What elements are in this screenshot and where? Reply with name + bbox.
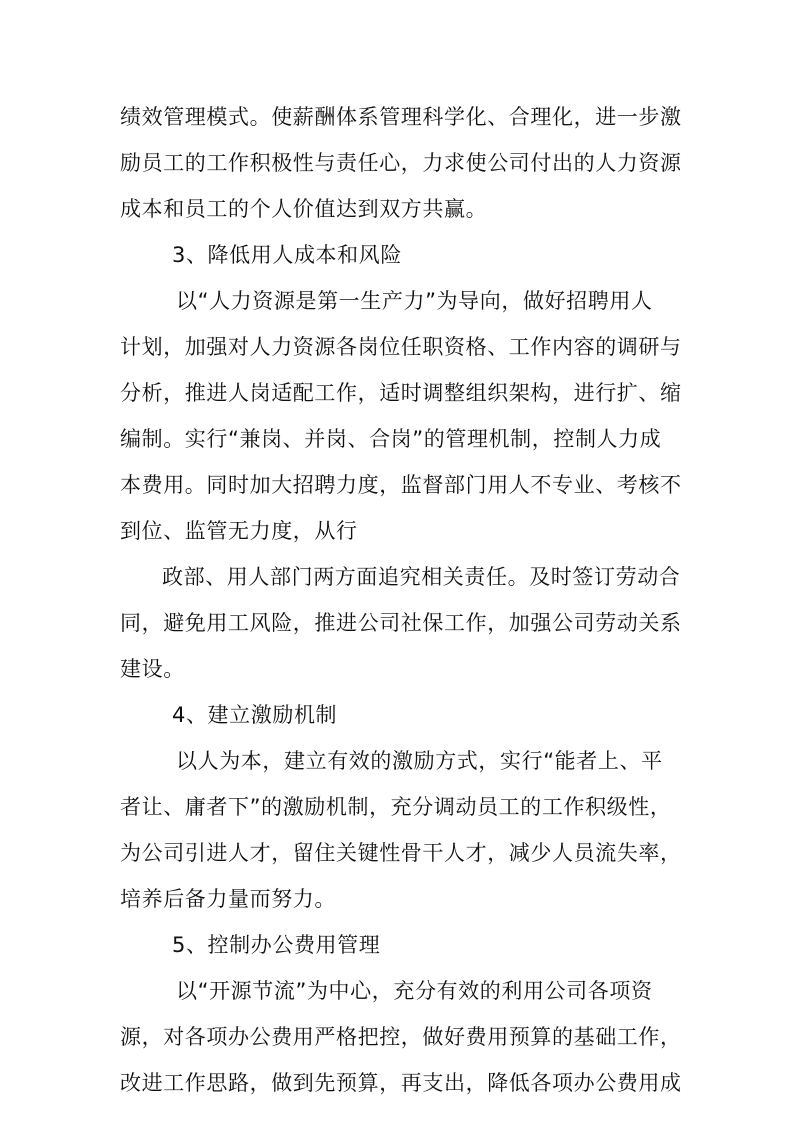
body-text-line: 以“人力资源是第一生产力”为导向，做好招聘用人 bbox=[176, 289, 653, 313]
section-heading: 5、控制办公费用管理 bbox=[172, 933, 381, 957]
body-text-line: 励员工的工作积极性与责任心，力求使公司付出的人力资源 bbox=[120, 151, 682, 175]
body-text-line: 分析，推进人岗适配工作，适时调整组织架构，进行扩、缩 bbox=[120, 381, 682, 405]
body-text-line: 者让、庸者下”的激励机制，充分调动员工的工作积级性， bbox=[120, 795, 672, 819]
body-text-line: 同，避免用工风险，推进公司社保工作，加强公司劳动关系 bbox=[120, 611, 682, 635]
body-text-line: 以人为本，建立有效的激励方式，实行“能者上、平 bbox=[176, 749, 663, 773]
body-text-line: 为公司引进人才，留住关键性骨干人才，减少人员流失率， bbox=[120, 841, 682, 865]
body-text-line: 改进工作思路，做到先预算，再支出，降低各项办公费用成 bbox=[120, 1071, 682, 1095]
body-text-line: 绩效管理模式。使薪酬体系管理科学化、合理化，进一步激 bbox=[120, 105, 682, 129]
body-text-line: 源，对各项办公费用严格把控，做好费用预算的基础工作， bbox=[120, 1025, 682, 1049]
body-text-line: 以“开源节流”为中心，充分有效的利用公司各项资 bbox=[176, 979, 653, 1003]
section-heading: 3、降低用人成本和风险 bbox=[172, 243, 402, 267]
body-text-line: 建设。 bbox=[120, 657, 185, 681]
body-text-line: 到位、监管无力度，从行 bbox=[120, 519, 358, 543]
body-text-line: 政部、用人部门两方面追究相关责任。及时签订劳动合 bbox=[162, 565, 681, 589]
body-text-line: 成本和员工的个人价值达到双方共赢。 bbox=[120, 197, 488, 221]
body-text-line: 编制。实行“兼岗、并岗、合岗”的管理机制，控制人力成 bbox=[120, 427, 662, 451]
body-text-line: 本费用。同时加大招聘力度，监督部门用人不专业、考核不 bbox=[120, 473, 682, 497]
body-text-line: 培养后备力量而努力。 bbox=[120, 887, 336, 911]
section-heading: 4、建立激励机制 bbox=[172, 703, 338, 727]
body-text-line: 计划，加强对人力资源各岗位任职资格、工作内容的调研与 bbox=[120, 335, 682, 359]
